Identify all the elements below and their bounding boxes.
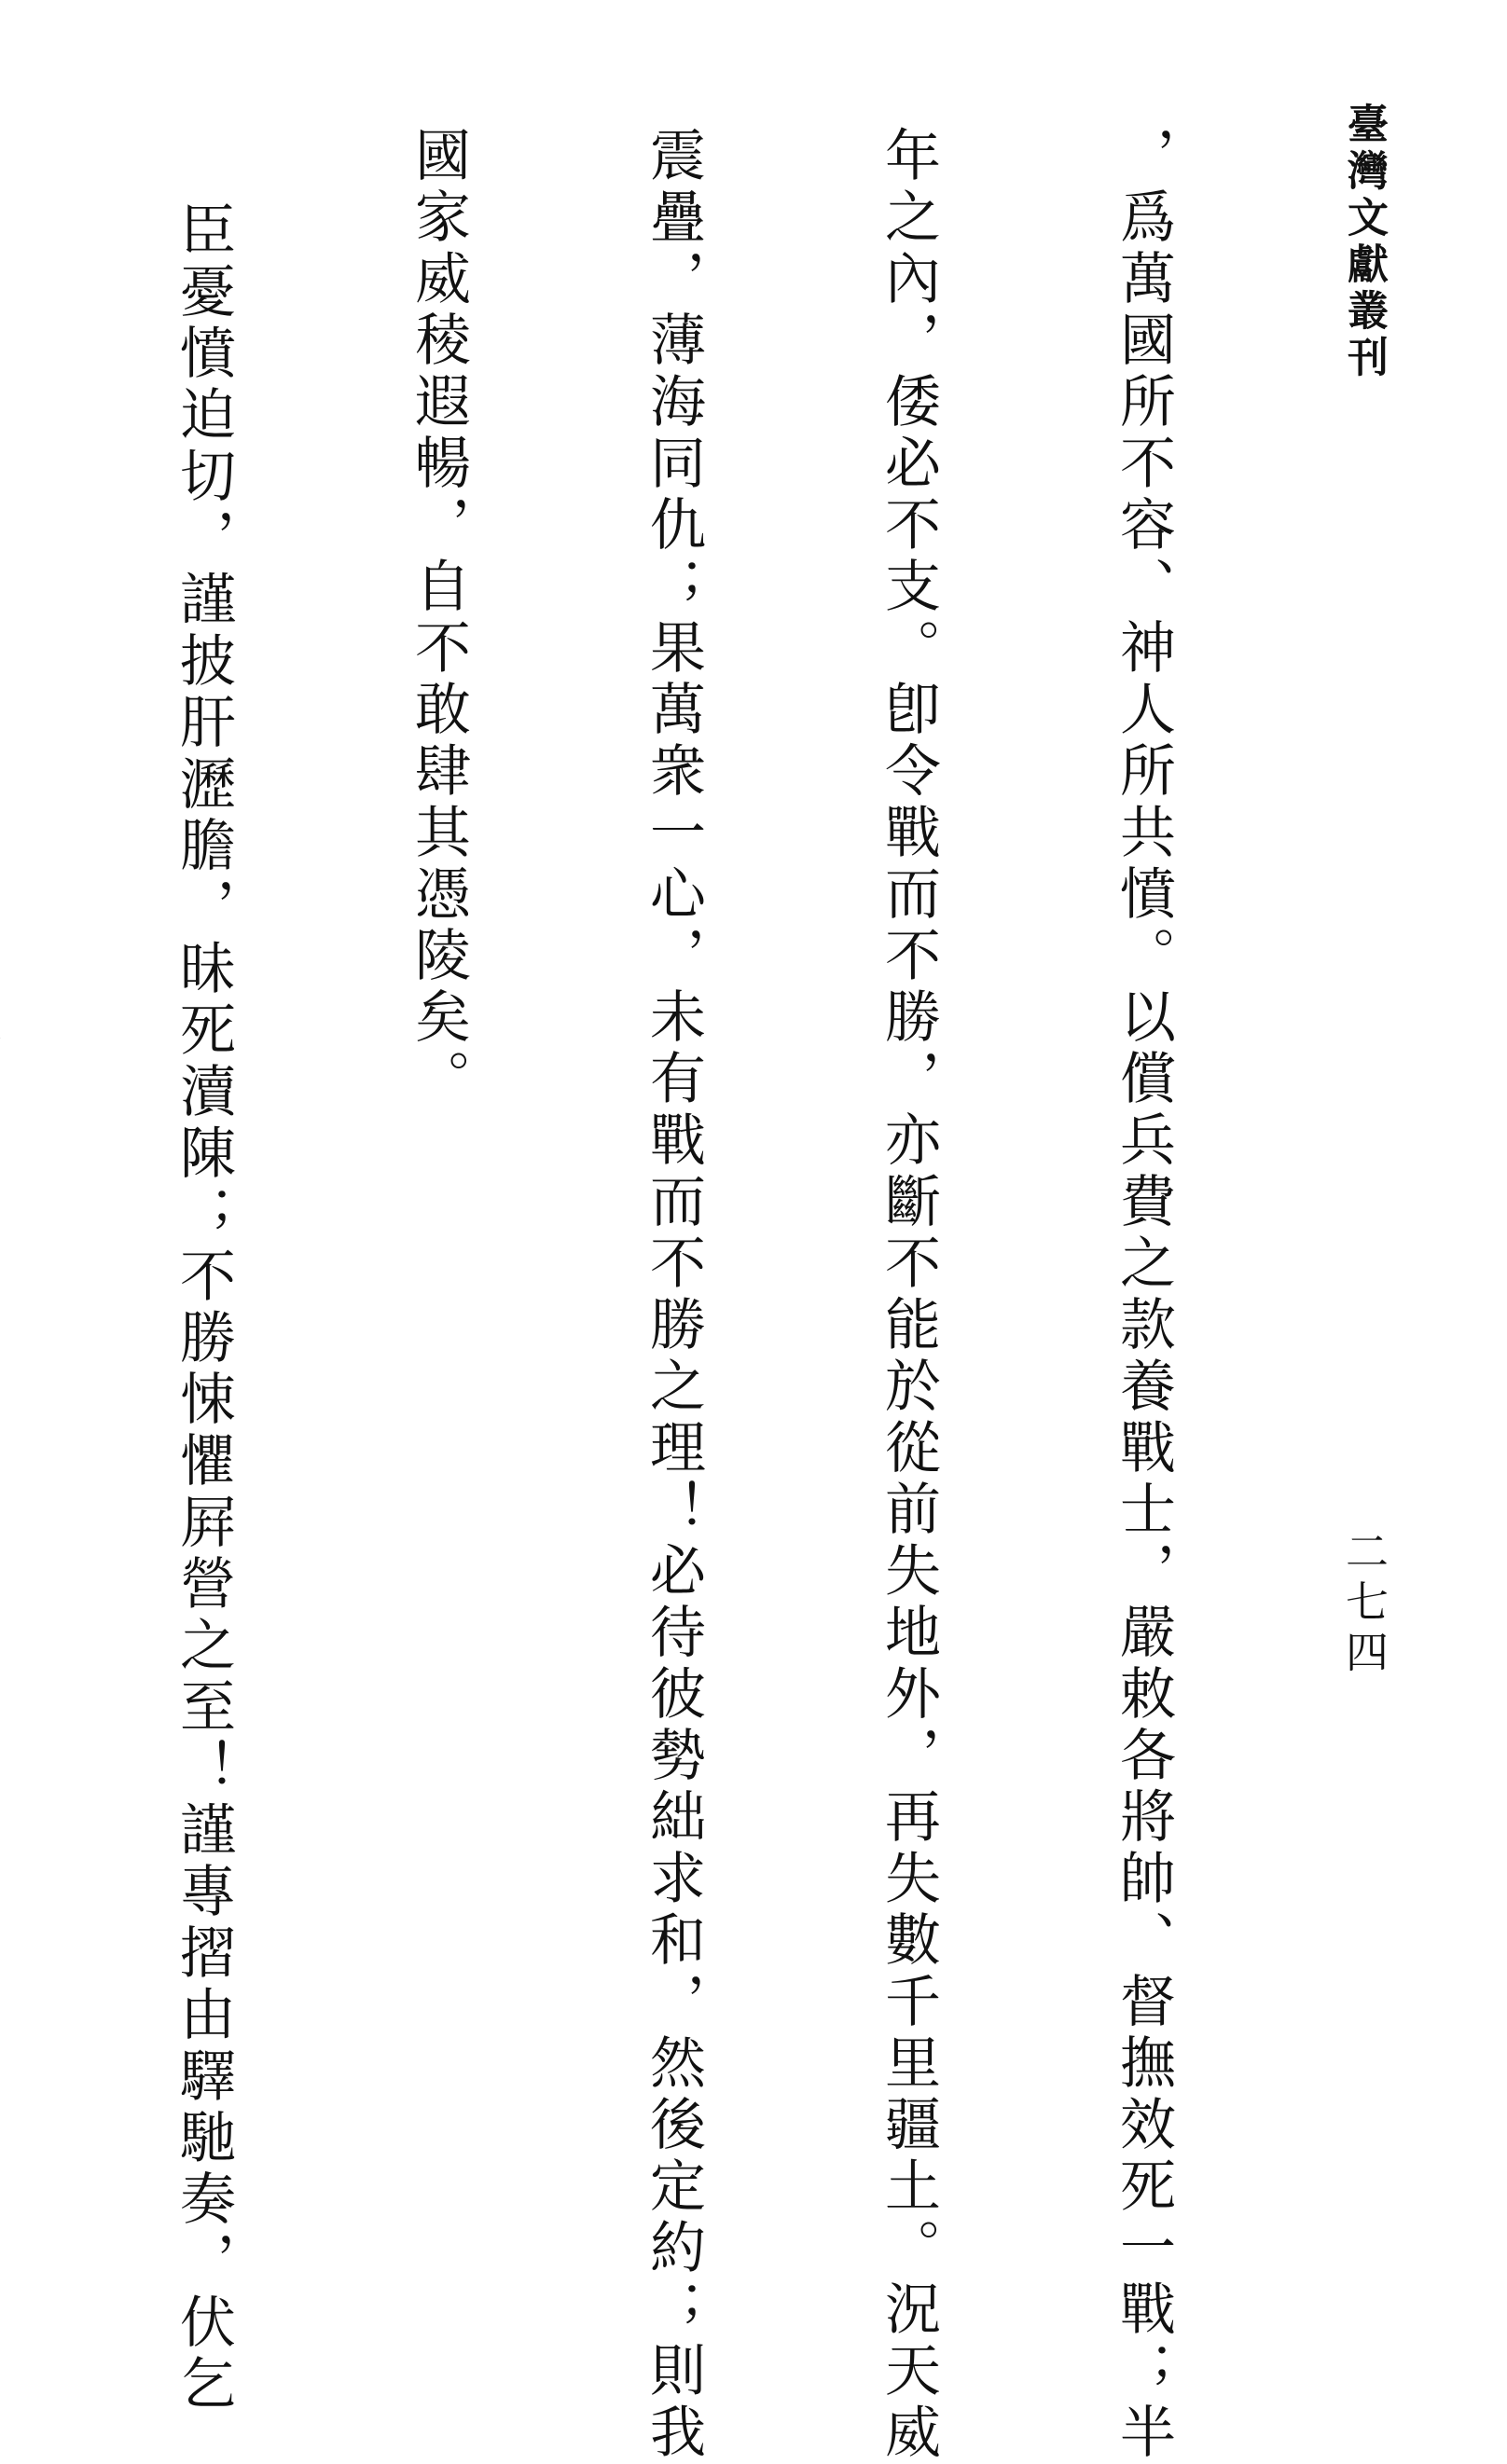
text-column: 年之內，倭必不支。卽令戰而不勝，亦斷不能於從前失地外，再失數千里疆土。況天威 <box>876 126 941 2464</box>
text-column: 震疊，薄海同仇；果萬衆一心，未有戰而不勝之理！必待彼勢絀求和，然後定約；則我 <box>641 126 706 2464</box>
page-number: 二七四 <box>1339 1529 1389 1680</box>
text-column: 臣憂憤迫切，謹披肝瀝膽，昧死瀆陳；不勝悚懼屛營之至！謹專摺由驛馳奏，伏乞 <box>171 200 236 2416</box>
text-column: ，爲萬國所不容、神人所共憤。以償兵費之款養戰士，嚴敕各將帥、督撫效死一戰；半 <box>1111 126 1176 2464</box>
text-column <box>0 126 7 2121</box>
text-column: 國家威稜遐暢，自不敢肆其憑陵矣。 <box>406 126 471 1110</box>
text-body <box>0 126 1339 2464</box>
running-title: 臺灣文獻叢刊 <box>1340 103 1388 382</box>
